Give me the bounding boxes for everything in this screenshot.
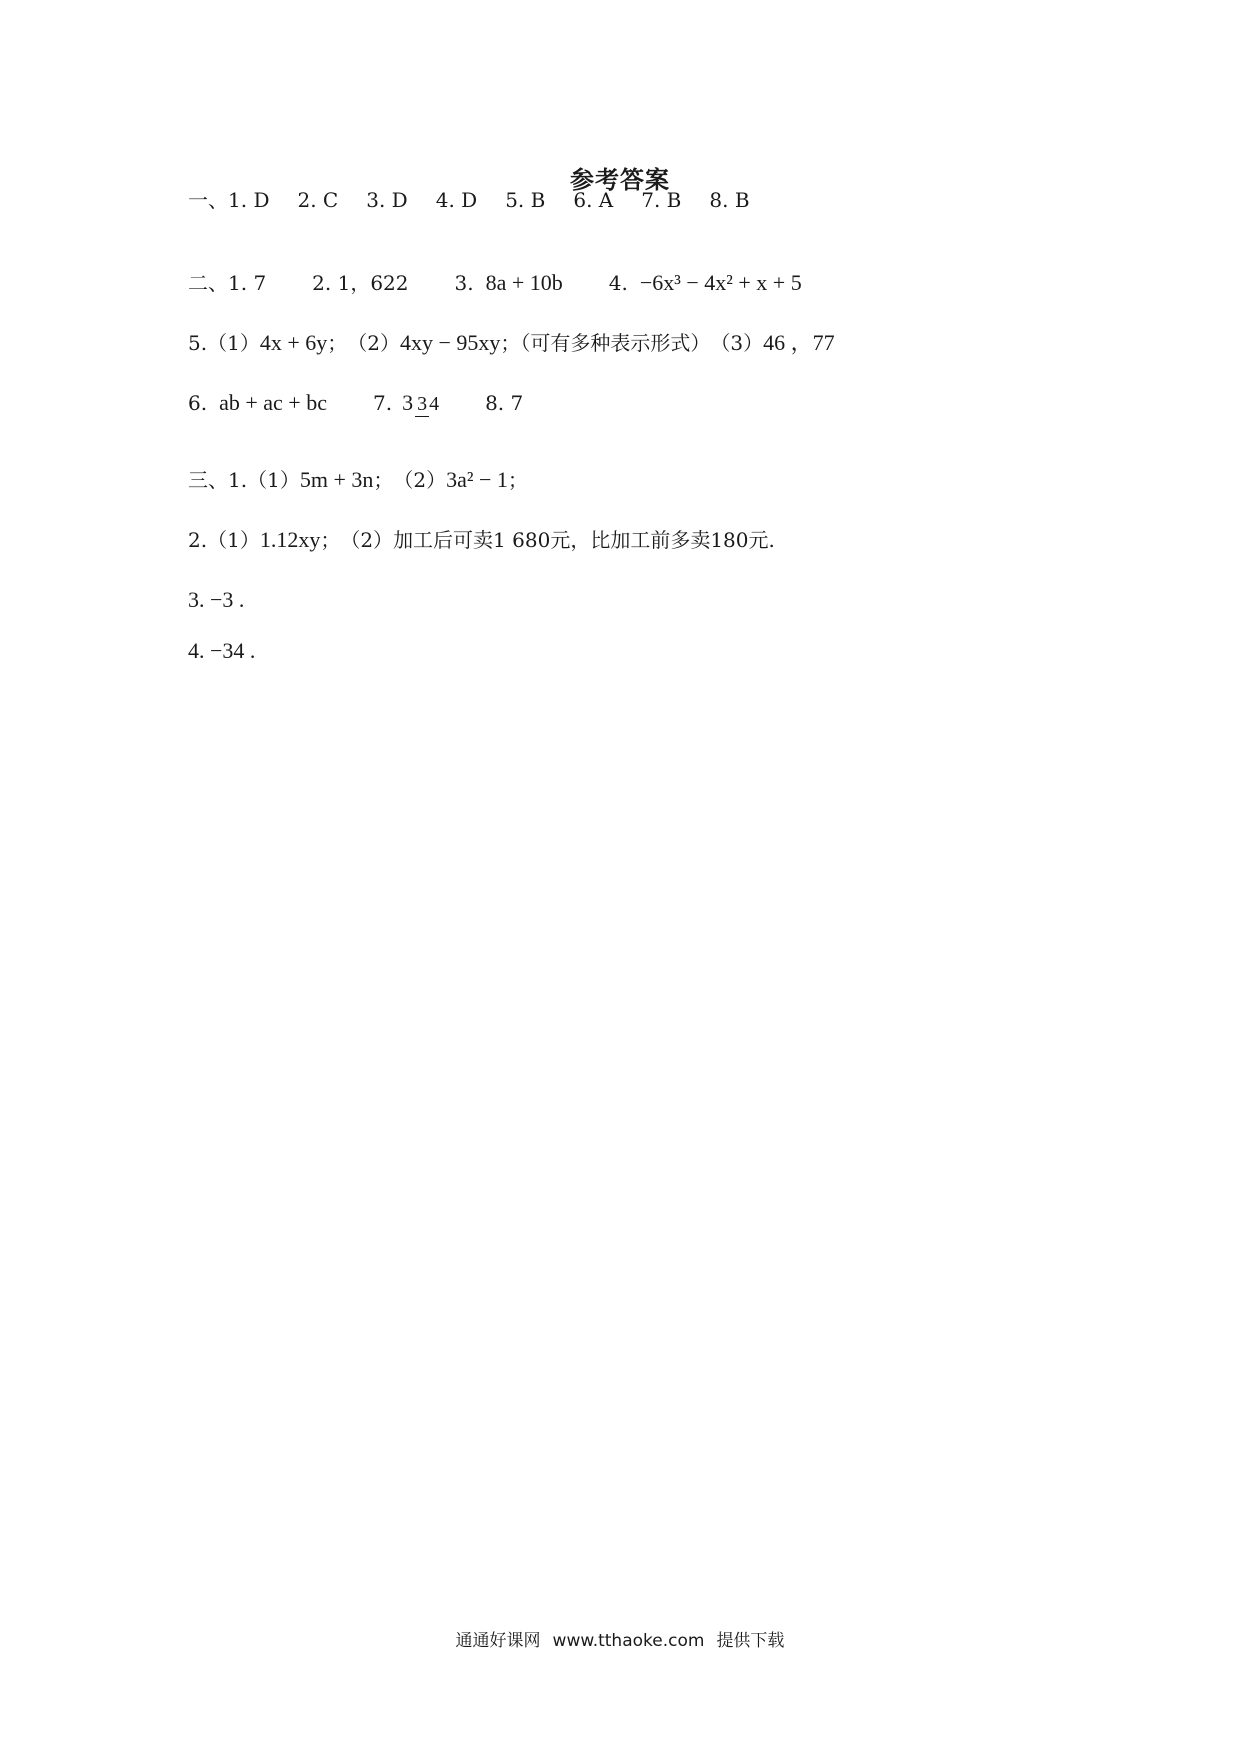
section-2-line-1 xyxy=(188,268,802,298)
answer-2-3-expression: 8a + 10b xyxy=(485,270,563,295)
answer-3-1-part-1-expression: 5m + 3n xyxy=(299,467,374,492)
answer-3-2-part-2-label: （2） xyxy=(340,528,394,552)
answer-3-3: 3. −3 . xyxy=(188,587,245,612)
answer-2-5-separator: ； xyxy=(327,331,348,355)
answer-3-1-separator: ； xyxy=(373,468,394,492)
answer-1-3: 3. D xyxy=(366,188,408,212)
answer-2-2: 2. 1，622 xyxy=(312,271,409,295)
answer-3-2-part-1-expression: 1.12xy xyxy=(259,527,321,552)
footer-url[interactable]: www.tthaoke.com xyxy=(552,1631,705,1651)
section-2-line-5 xyxy=(188,328,835,358)
answer-2-6-number: 6. xyxy=(188,391,208,415)
section-2-line-6 xyxy=(188,388,523,418)
section-3-line-1 xyxy=(188,465,528,495)
answer-3-1-part-1-label: （1） xyxy=(247,468,300,492)
answer-3-2-separator: ； xyxy=(320,528,341,552)
answer-1-7: 7. B xyxy=(641,188,682,212)
page-title: 参考答案 xyxy=(570,166,670,194)
answer-2-6-expression: ab + ac + bc xyxy=(219,390,327,415)
fraction-numerator: 3 xyxy=(417,393,428,415)
answer-2-5-part-1-expression: 4x + 6y xyxy=(259,330,328,355)
answer-2-5-part-1-label: （1） xyxy=(207,331,260,355)
answer-1-6: 6. A xyxy=(573,188,614,212)
answer-3-1-part-2-label: （2） xyxy=(393,468,447,492)
section-3-line-4 xyxy=(188,636,255,666)
footer-suffix: 提供下载 xyxy=(716,1631,785,1651)
answer-1-8: 8. B xyxy=(709,188,750,212)
footer-site-name: 通通好课网 xyxy=(455,1631,541,1651)
answer-2-1: 1. 7 xyxy=(228,271,267,295)
answer-2-4-expression: −6x³ − 4x² + x + 5 xyxy=(639,270,802,295)
answer-2-4-number: 4. xyxy=(608,271,628,295)
answer-2-5-note: ；（可有多种表示形式） xyxy=(500,331,711,355)
answer-1-5: 5. B xyxy=(505,188,546,212)
answer-2-7-fraction xyxy=(415,392,439,417)
answer-2-7-whole: 3 xyxy=(402,390,414,415)
section-3-prefix: 三、 xyxy=(188,468,228,492)
answer-2-5-part-2-label: （2） xyxy=(347,331,400,355)
fraction-denominator: 4 xyxy=(429,393,440,415)
answer-2-5-number: 5. xyxy=(188,331,208,355)
answer-2-8: 8. 7 xyxy=(485,391,524,415)
answer-2-5-part-3-values: 46 ，77 xyxy=(763,330,835,355)
answer-1-2: 2. C xyxy=(297,188,339,212)
answer-2-7-number: 7. xyxy=(372,391,393,415)
answer-3-1-number: 1. xyxy=(228,468,248,492)
answer-2-5-part-3-label: （3） xyxy=(710,331,764,355)
answer-3-1-end: ； xyxy=(507,468,528,492)
section-1-line xyxy=(188,185,750,215)
answer-1-1: 1. D xyxy=(228,188,270,212)
section-3-line-3 xyxy=(188,585,244,615)
answer-2-5-part-2-expression: 4xy − 95xy xyxy=(399,330,501,355)
answer-3-2-part-2-text: 加工后可卖1 680元，比加工前多卖180元. xyxy=(393,528,775,552)
section-1-prefix: 一、 xyxy=(188,188,228,212)
page-footer xyxy=(0,1626,1240,1651)
answer-3-2-number: 2. xyxy=(188,528,208,552)
section-3-line-2 xyxy=(188,525,775,555)
answer-3-2-part-1-label: （1） xyxy=(207,528,260,552)
answer-2-3-number: 3. xyxy=(454,271,474,295)
answer-1-4: 4. D xyxy=(435,188,478,212)
answer-3-4: 4. −34 . xyxy=(188,638,256,663)
answer-3-1-part-2-expression: 3a² − 1 xyxy=(446,467,508,492)
section-2-prefix: 二、 xyxy=(188,271,228,295)
